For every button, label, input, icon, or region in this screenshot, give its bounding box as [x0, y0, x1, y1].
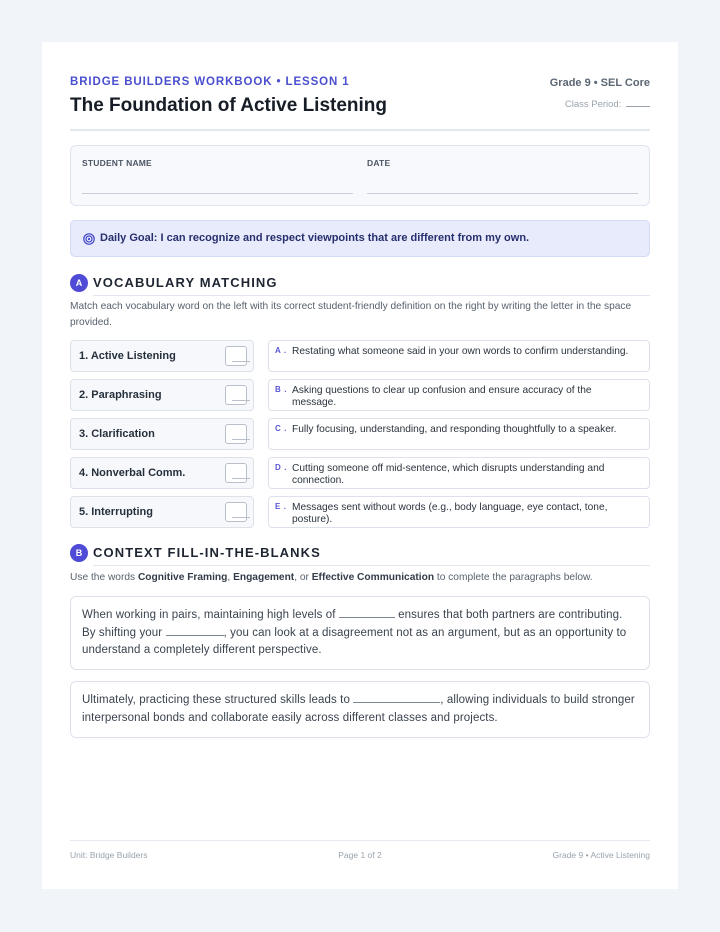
definition-letter: E .	[275, 502, 287, 511]
answer-box[interactable]	[225, 463, 247, 483]
fill-in-blank[interactable]	[353, 692, 440, 703]
grade-label: Grade 9 • SEL Core	[549, 77, 650, 89]
definition-text: Messages sent without words (e.g., body language, eye contact, tone, posture).	[292, 502, 608, 526]
workbook-series-label: BRIDGE BUILDERS WORKBOOK • LESSON 1	[70, 76, 350, 88]
vocab-term-label: 4. Nonverbal Comm.	[79, 467, 186, 479]
vocab-term-label: 1. Active Listening	[79, 350, 176, 362]
footer-unit: Unit: Bridge Builders	[70, 850, 148, 860]
paragraph-text: , allowing individuals to build stronger interpersonal bonds and collaborate easily across different classes and projects.	[82, 694, 635, 724]
instructions-text: Use the words	[70, 572, 138, 583]
vocab-term-item	[70, 379, 254, 411]
answer-box[interactable]	[225, 424, 247, 444]
fill-in-blank[interactable]	[339, 607, 395, 618]
definition-letter: A .	[275, 346, 287, 355]
footer-course: Grade 9 • Active Listening	[552, 850, 650, 860]
word-bank-term: Engagement	[233, 572, 295, 583]
worksheet-page	[42, 42, 678, 889]
paragraph-text: Ultimately, practicing these structured skills leads to	[82, 694, 354, 706]
answer-box[interactable]	[225, 385, 247, 405]
section-a-badge: A	[70, 274, 88, 292]
definition-text: Cutting someone off mid-sentence, which disrupts understanding and connection.	[292, 463, 605, 487]
section-b-instructions	[70, 570, 650, 586]
date-field[interactable]	[367, 193, 638, 194]
vocab-term-item	[70, 457, 254, 489]
vocab-term-label: 5. Interrupting	[79, 506, 153, 518]
definition-item	[268, 340, 650, 372]
word-bank-term: Effective Communication	[311, 572, 435, 583]
vocab-term-label: 2. Paraphrasing	[79, 389, 162, 401]
daily-goal-text: Daily Goal: I can recognize and respect viewpoints that are different from my own.	[100, 232, 530, 244]
instructions-text: ,	[227, 572, 234, 583]
definition-text: Fully focusing, understanding, and responding thoughtfully to a speaker.	[292, 424, 617, 435]
section-b-header	[70, 544, 650, 566]
definition-letter: B .	[275, 385, 288, 394]
paragraph-text: , you can look at a disagreement not as an argument, but as an opportunity to understand a completely different perspective.	[82, 626, 627, 656]
instructions-text: to complete the paragraphs below.	[434, 572, 593, 583]
definition-item	[268, 496, 650, 528]
date-label: DATE	[367, 158, 391, 168]
section-b-divider	[93, 565, 650, 566]
paragraph-text: ensures that both partners are contributing. By shifting your	[82, 609, 623, 639]
page-title: The Foundation of Active Listening	[70, 95, 388, 116]
definition-item	[268, 379, 650, 411]
daily-goal-banner	[70, 220, 650, 257]
definition-text: Asking questions to clear up confusion and ensure accuracy of the message.	[292, 385, 592, 409]
header-divider	[70, 129, 650, 131]
section-b-title: CONTEXT FILL-IN-THE-BLANKS	[93, 545, 321, 560]
vocab-term-item	[70, 418, 254, 450]
fill-in-blank[interactable]	[166, 625, 224, 636]
class-period-blank[interactable]	[626, 98, 650, 107]
section-a-divider	[93, 295, 650, 296]
vocab-term-label: 3. Clarification	[79, 428, 155, 440]
vocab-term-item	[70, 496, 254, 528]
class-period-label: Class Period:	[564, 99, 622, 110]
instructions-text: , or	[294, 572, 312, 583]
definition-item	[268, 418, 650, 450]
student-name-field[interactable]	[82, 193, 353, 194]
paragraph-text: When working in pairs, maintaining high levels of	[82, 609, 339, 621]
definition-letter: D .	[275, 463, 288, 472]
section-a-title: VOCABULARY MATCHING	[93, 275, 278, 290]
footer-page-number: Page 1 of 2	[338, 850, 382, 860]
fill-in-paragraph-2	[70, 681, 650, 738]
student-info-box	[70, 145, 650, 206]
section-b-badge: B	[70, 544, 88, 562]
class-period	[565, 98, 650, 110]
section-a-instructions: Match each vocabulary word on the left with its correct student-friendly definition on the right by writing the letter in the space provided.	[70, 301, 632, 328]
footer-divider	[70, 840, 650, 841]
section-a-header	[70, 274, 650, 296]
definition-item	[268, 457, 650, 489]
fill-in-paragraph-1	[70, 596, 650, 670]
vocab-term-item	[70, 340, 254, 372]
student-name-label: STUDENT NAME	[82, 158, 152, 168]
definition-letter: C .	[275, 424, 288, 433]
answer-box[interactable]	[225, 502, 247, 522]
answer-box[interactable]	[225, 346, 247, 366]
definition-text: Restating what someone said in your own words to confirm understanding.	[292, 346, 629, 357]
word-bank-term: Cognitive Framing	[137, 572, 228, 583]
target-icon	[83, 233, 95, 245]
